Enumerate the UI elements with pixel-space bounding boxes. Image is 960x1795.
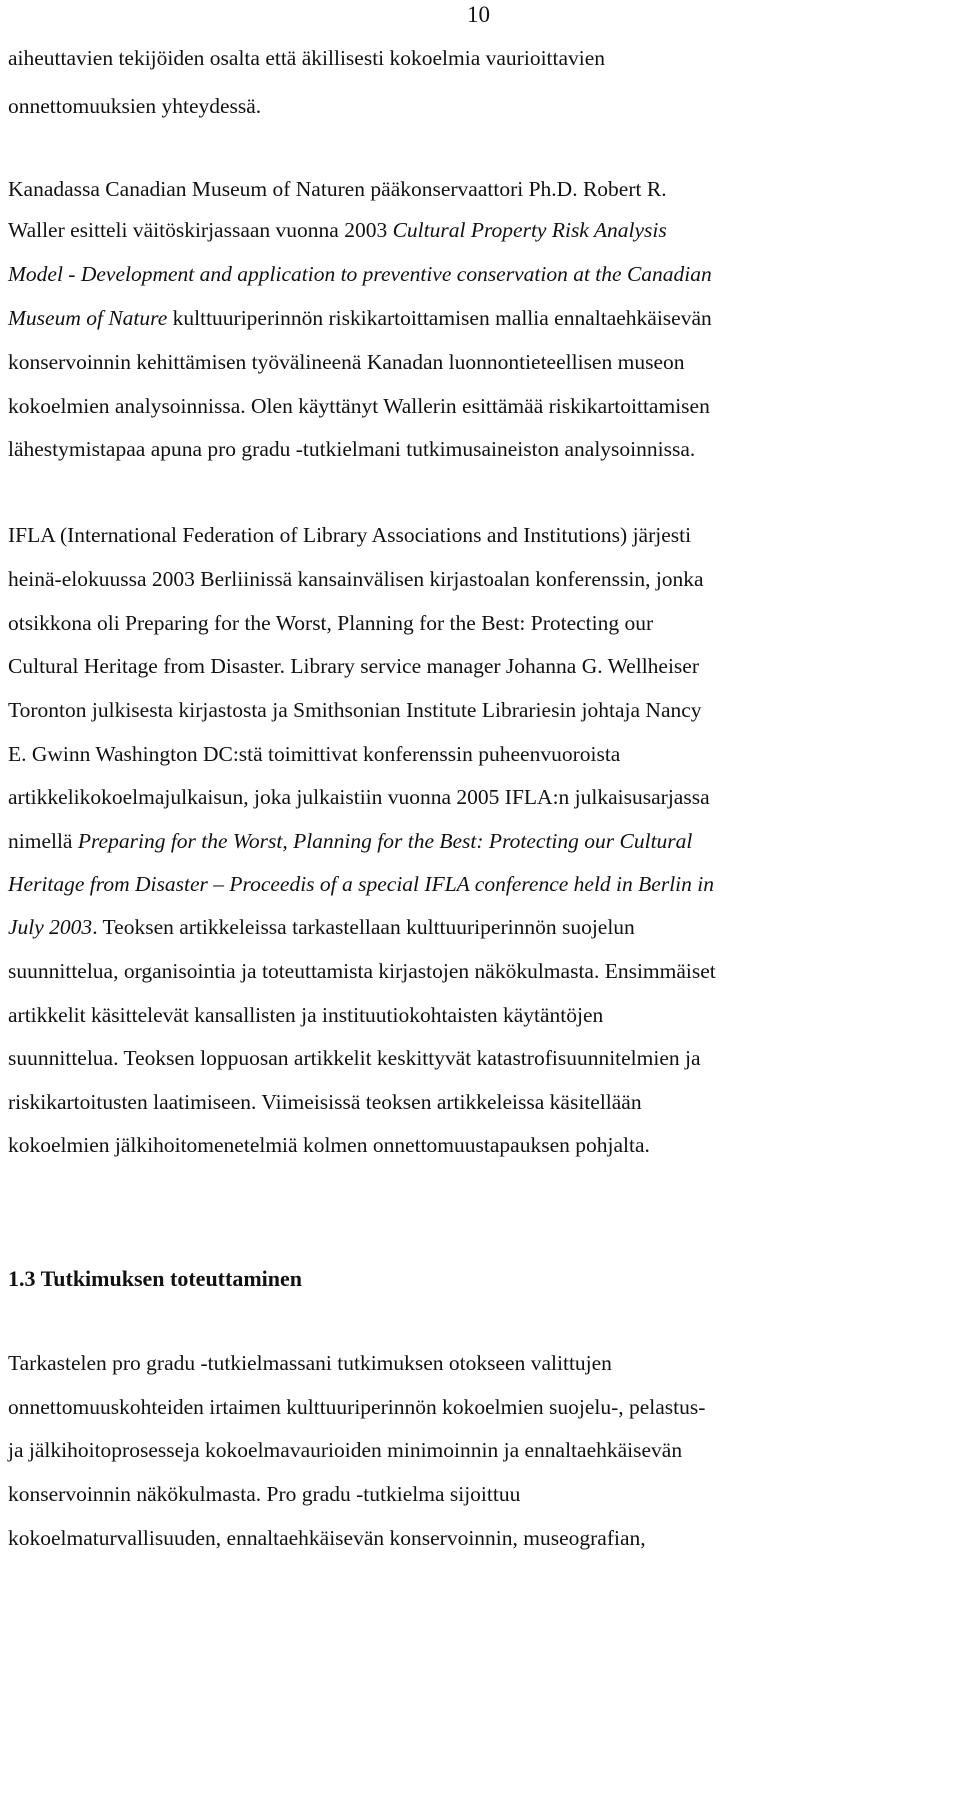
text-span: kulttuuriperinnön riskikartoittamisen mallia ennaltaehkäisevän [167, 306, 712, 330]
text-line: Kanadassa Canadian Museum of Naturen pääkonservaattori Ph.D. Robert R. [8, 177, 667, 201]
text-line: Toronton julkisesta kirjastosta ja Smithsonian Institute Librariesin johtaja Nancy [8, 698, 702, 722]
text-line: onnettomuuksien yhteydessä. [8, 94, 262, 118]
text-line [8, 259, 712, 289]
page-number: 10 [467, 2, 490, 27]
section-heading: 1.3 Tutkimuksen toteuttaminen [8, 1266, 303, 1291]
text-line: aiheuttavien tekijöiden osalta että äkillisesti kokoelmia vaurioittavien [8, 46, 606, 70]
book-title-italic: July 2003 [8, 915, 93, 939]
text-line: lähestymistapaa apuna pro gradu -tutkielmani tutkimusaineiston analysoinnissa. [8, 437, 696, 461]
text-span: nimellä [8, 829, 78, 853]
text-span: . Teoksen artikkeleissa tarkastellaan kulttuuriperinnön suojelun [92, 915, 635, 939]
book-title-italic: Model - Development and application to preventive conservation at the Canadian [8, 262, 712, 286]
text-line: artikkelikokoelmajulkaisun, joka julkaistiin vuonna 2005 IFLA:n julkaisusarjassa [8, 785, 710, 809]
text-line: Tarkastelen pro gradu -tutkielmassani tutkimuksen otokseen valittujen [8, 1351, 612, 1375]
text-line: IFLA (International Federation of Library Associations and Institutions) järjesti [8, 523, 692, 547]
text-line: heinä-elokuussa 2003 Berliinissä kansainvälisen kirjastoalan konferenssin, jonka [8, 567, 704, 591]
text-line [8, 912, 635, 942]
text-line: riskikartoitusten laatimiseen. Viimeisissä teoksen artikkeleissa käsitellään [8, 1090, 642, 1114]
text-line: kokoelmien analysoinnissa. Olen käyttänyt Wallerin esittämää riskikartoittamisen [8, 394, 710, 418]
text-line: artikkelit käsittelevät kansallisten ja instituutiokohtaisten käytäntöjen [8, 1003, 604, 1027]
text-line [8, 869, 714, 899]
book-title-italic: Cultural Property Risk Analysis [392, 218, 667, 242]
text-line: konservoinnin näkökulmasta. Pro gradu -tutkielma sijoittuu [8, 1482, 521, 1506]
text-line: suunnittelua, organisointia ja toteuttamista kirjastojen näkökulmasta. Ensimmäiset [8, 959, 716, 983]
text-line [8, 826, 692, 856]
text-line: suunnittelua. Teoksen loppuosan artikkelit keskittyvät katastrofisuunnitelmien ja [8, 1046, 701, 1070]
book-title-italic: Preparing for the Worst, Planning for the Best: Protecting our Cultural [77, 829, 693, 853]
text-line: onnettomuuskohteiden irtaimen kulttuuriperinnön kokoelmien suojelu-, pelastus- [8, 1395, 706, 1419]
text-line: E. Gwinn Washington DC:stä toimittivat konferenssin puheenvuoroista [8, 742, 621, 766]
book-title-italic: Museum of Nature [8, 306, 168, 330]
text-line: ja jälkihoitoprosesseja kokoelmavaurioiden minimoinnin ja ennaltaehkäisevän [8, 1438, 683, 1462]
text-line [8, 215, 667, 245]
book-title-italic: Heritage from Disaster – Proceedis of a special IFLA conference held in Berlin in [8, 872, 714, 896]
text-line: kokoelmien jälkihoitomenetelmiä kolmen onnettomuustapauksen pohjalta. [8, 1133, 650, 1157]
text-line: otsikkona oli Preparing for the Worst, Planning for the Best: Protecting our [8, 611, 654, 635]
text-span: Waller esitteli väitöskirjassaan vuonna 2003 [8, 218, 393, 242]
text-line [8, 303, 712, 333]
text-line: Cultural Heritage from Disaster. Library service manager Johanna G. Wellheiser [8, 654, 700, 678]
text-line: kokoelmaturvallisuuden, ennaltaehkäisevän konservoinnin, museografian, [8, 1526, 646, 1550]
text-line: konservoinnin kehittämisen työvälineenä Kanadan luonnontieteellisen museon [8, 350, 685, 374]
